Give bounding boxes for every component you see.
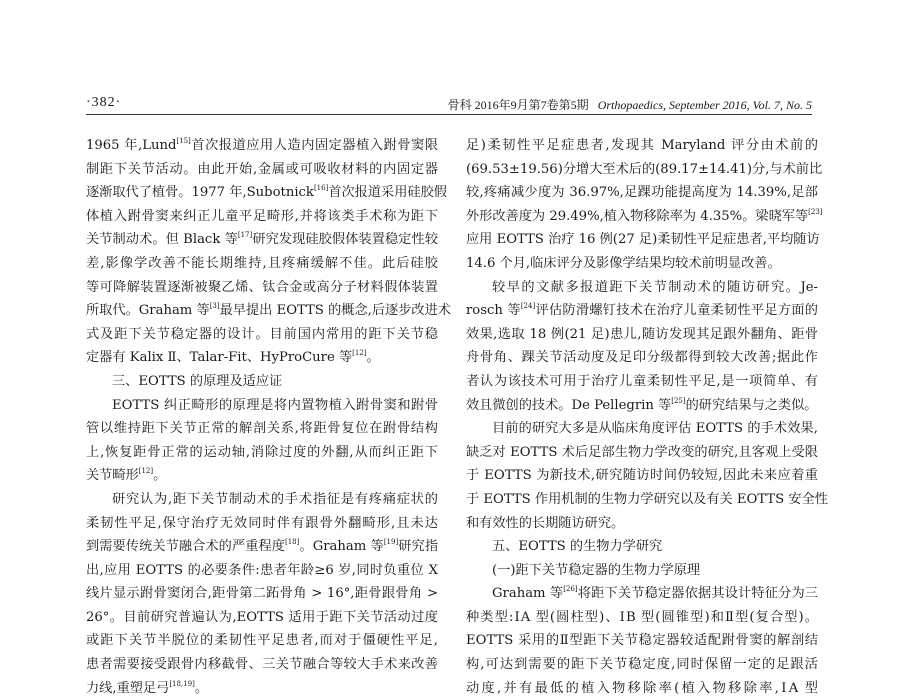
text-run: 上,恢复距骨正常的运动轴,消除过度的外翻,从而纠正距下: [86, 444, 438, 460]
text-run: 14.6 个月,临床评分及影像学结果均较术前明显改善。: [466, 255, 781, 271]
text-line: [466, 228, 818, 252]
text-run: 应用 EOTTS 治疗 16 例(27 足)柔韧性平足症患者,平均随访: [466, 232, 820, 248]
page-number: ·382·: [86, 95, 122, 110]
text-line: [86, 346, 438, 370]
text-run: 效果,选取 18 例(21 足)患儿,随访发现其足跟外翻角、距骨: [466, 326, 818, 342]
citation-ref: [18]: [285, 538, 300, 547]
citation-ref: [12]: [138, 467, 154, 476]
text-line: [86, 677, 438, 700]
text-line: [86, 370, 438, 394]
text-run: (一)距下关节稳定器的生物力学原理: [492, 562, 701, 578]
citation-ref: [3]: [209, 302, 220, 311]
text-line: [466, 417, 818, 441]
citation-ref: [19]: [383, 538, 399, 547]
text-run: 舟骨角、踝关节活动度及足印分级都得到较大改善;据此作: [466, 350, 818, 366]
text-line: [86, 228, 438, 252]
text-line: [466, 299, 818, 323]
text-run: 差,影像学改善不能长期维持,且疼痛缓解不佳。此后硅胶: [86, 255, 438, 271]
citation-ref: [25]: [671, 396, 686, 405]
text-run: 1965 年,Lund: [86, 138, 177, 153]
text-line: [466, 464, 818, 488]
text-line: [466, 158, 823, 182]
text-run: 研究发现硅胶假体装置稳定性较: [252, 232, 439, 248]
text-line: [86, 181, 447, 205]
text-run: 制距下关节活动。由此开始,金属或可吸收材料的内固定器: [86, 161, 438, 177]
text-line: [466, 205, 823, 229]
text-line: [466, 582, 818, 606]
text-line: [466, 276, 818, 300]
text-run: 三、EOTTS 的原理及适应证: [112, 373, 283, 389]
text-line: [86, 158, 438, 182]
text-line: [466, 441, 818, 465]
text-line: [466, 181, 818, 205]
citation-ref: [15]: [176, 137, 191, 145]
text-line: [466, 346, 818, 370]
text-run: 出,应用 EOTTS 的必要条件:患者年龄≥6 岁,同时负重位 X: [86, 562, 438, 578]
text-run: 。: [366, 350, 380, 366]
text-run: 式及距下关节稳定器的设计。目前国内常用的距下关节稳: [86, 326, 438, 342]
text-line: [86, 559, 438, 583]
text-run: 关节制动术。但 Black 等: [86, 232, 238, 248]
citation-ref: [26]: [563, 585, 578, 594]
text-run: 种类型:ⅠA 型(圆柱型)、ⅠB 型(圆锥型)和Ⅱ型(复合型)。: [466, 609, 818, 625]
text-run: 将距下关节稳定器依据其设计特征分为三: [577, 586, 818, 602]
text-line: [466, 252, 818, 276]
text-run: 构,可达到需要的距下关节稳定度,同时保留一定的足跟活: [466, 657, 818, 673]
journal-title-cn: 骨科 2016年9月第7卷第5期: [447, 98, 589, 112]
text-run: 26°。目前研究普遍认为,EOTTS 适用于距下关节活动过度: [86, 609, 438, 625]
text-line: [86, 464, 438, 488]
text-line: [86, 488, 438, 512]
journal-citation: [448, 96, 812, 113]
citation-ref: [12]: [352, 349, 367, 358]
text-line: [86, 323, 438, 347]
text-run: EOTTS 采用的Ⅱ型距下关节稳定器较适配跗骨窦的解剖结: [466, 633, 818, 649]
text-run: 关节畸形: [86, 468, 139, 484]
text-run: 。: [153, 468, 167, 484]
text-run: 患者需要接受跟骨内移截骨、三关节融合等较大手术来改善: [86, 657, 438, 673]
text-run: 足)柔韧性平足症患者,发现其 Maryland 评分由术前的: [466, 138, 818, 153]
citation-ref: [24]: [520, 302, 536, 311]
text-run: 。: [194, 680, 209, 696]
text-run: 体植入跗骨窦来纠正儿童平足畸形,并将该类手术称为距下: [86, 208, 438, 224]
text-run: 目前的研究大多是从临床角度评估 EOTTS 的手术效果,: [492, 421, 818, 437]
text-run: 逐渐取代了植骨。1977 年,Subotnick: [86, 185, 314, 201]
text-line: [466, 370, 818, 394]
citation-ref: [17]: [237, 231, 253, 240]
text-run: 等可降解装置逐渐被聚乙烯、钛合金或高分子材料假体装置: [86, 279, 438, 295]
citation-ref: [16]: [313, 184, 329, 193]
text-line: [466, 134, 818, 158]
text-run: rosch 等: [466, 303, 521, 319]
text-run: 或距下关节半脱位的柔韧性平足患者,而对于僵硬性平足,: [86, 633, 438, 649]
citation-ref: [23]: [808, 207, 823, 216]
text-line: [86, 134, 438, 158]
text-run: 缺乏对 EOTTS 术后足部生物力学改变的研究,且客观上受限: [466, 444, 818, 460]
text-line: [466, 488, 828, 512]
text-line: [466, 323, 818, 347]
text-run: 于 EOTTS 为新技术,研究随访时间仍较短,因此未来应着重: [466, 468, 818, 484]
text-line: [86, 441, 438, 465]
citation-ref: [18,19]: [169, 679, 195, 688]
text-run: 效且微创的技术。De Pellegrin 等: [466, 397, 672, 413]
running-header: [86, 93, 812, 115]
text-line: [86, 205, 438, 229]
text-run: 评估防滑螺钉技术在治疗儿童柔韧性平足方面的: [535, 303, 818, 319]
text-line: [86, 535, 438, 559]
right-column: [466, 134, 828, 700]
text-line: [86, 276, 438, 300]
text-run: 力线,重塑足弓: [86, 680, 170, 696]
text-run: 研究认为,距下关节制动术的手术指征是有疼痛症状的: [112, 491, 438, 507]
text-run: 首次报道采用硅胶假: [328, 185, 447, 201]
text-run: 外形改善度为 29.49%,植入物移除率为 4.35%。梁晓军等: [466, 208, 809, 224]
text-run: (69.53±19.56)分增大至术后的(89.17±14.41)分,与术前比: [466, 161, 823, 177]
text-run: 所取代。Graham 等: [86, 303, 210, 319]
text-line: [466, 606, 818, 630]
text-run: 研究指: [398, 539, 439, 555]
text-run: 于 EOTTS 作用机制的生物力学研究以及有关 EOTTS 安全性: [466, 491, 828, 507]
text-line: [86, 252, 438, 276]
journal-title-en: Orthopaedics, September 2016, Vol. 7, No. 5: [597, 98, 812, 112]
text-line: [86, 417, 438, 441]
header-rule: [86, 114, 812, 115]
text-line: [86, 629, 438, 653]
text-run: 的研究结果与之类似。: [685, 397, 818, 413]
text-line: [86, 653, 438, 677]
text-line: [86, 394, 438, 418]
text-line: [466, 535, 818, 559]
text-line: [466, 677, 818, 700]
text-run: 管以维持距下关节正常的解剖关系,将距骨复位在跗骨结构: [86, 421, 438, 437]
text-line: [86, 606, 438, 630]
text-line: [86, 512, 438, 536]
text-run: 较,疼痛减少度为 36.97%,足踝功能提高度为 14.39%,足部: [466, 185, 818, 201]
text-run: 者认为该技术可用于治疗儿童柔韧性平足,是一项简单、有: [466, 373, 818, 389]
text-line: [466, 394, 818, 418]
text-run: 定器有 Kalix Ⅱ、Talar-Fit、HyProCure 等: [86, 350, 353, 366]
text-run: 首次报道应用人造内固定器植入跗骨窦限: [190, 138, 438, 153]
text-run: 动度,并有最低的植入物移除率(植入物移除率,ⅠA 型: [466, 680, 818, 696]
text-run: 和有效性的长期随访研究。: [466, 515, 625, 531]
text-line: [86, 582, 438, 606]
text-run: EOTTS 纠正畸形的原理是将内置物植入跗骨窦和跗骨: [112, 397, 438, 413]
text-run: 。Graham 等: [299, 539, 384, 555]
text-run: 五、EOTTS 的生物力学研究: [492, 539, 663, 555]
text-line: [466, 512, 818, 536]
text-line: [466, 653, 818, 677]
text-line: [86, 299, 451, 323]
text-line: [466, 629, 818, 653]
text-run: 柔韧性平足,保守治疗无效同时伴有跟骨外翻畸形,且未达: [86, 515, 438, 531]
text-run: 较早的文献多报道距下关节制动术的随访研究。Je-: [492, 279, 818, 295]
left-column: [86, 134, 451, 700]
text-run: 线片显示跗骨窦闭合,距骨第二跖骨角 > 16°,距骨跟骨角 >: [86, 586, 438, 602]
text-run: 到需要传统关节融合术的严重程度: [86, 539, 285, 555]
text-run: Graham 等: [492, 586, 564, 602]
text-run: 最早提出 EOTTS 的概念,后逐步改进术: [219, 303, 451, 319]
text-line: [466, 559, 818, 583]
